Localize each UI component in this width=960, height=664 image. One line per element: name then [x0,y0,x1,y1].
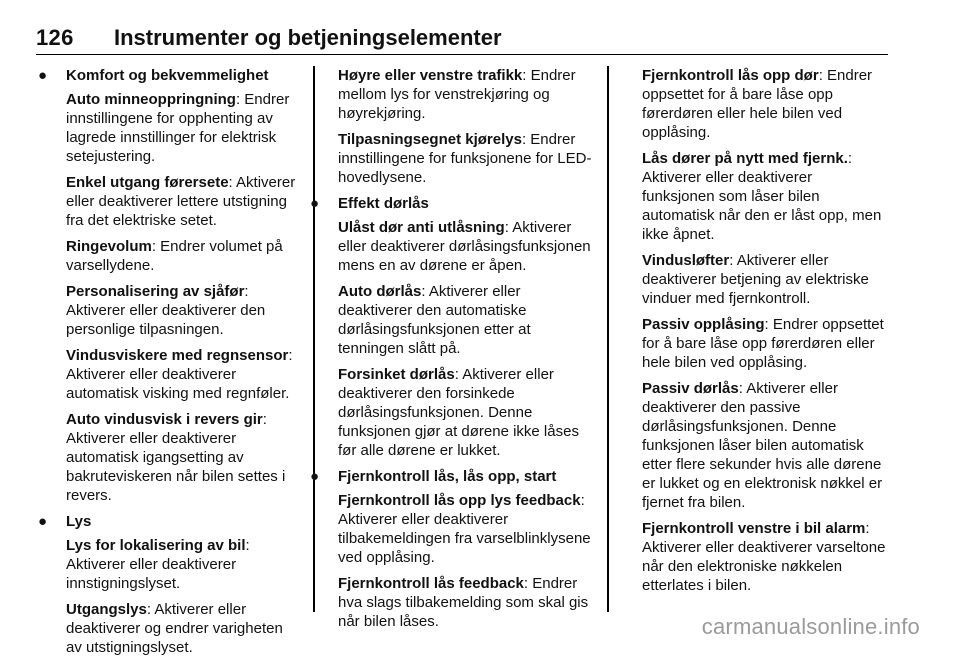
list-item [642,379,888,512]
section-title: Fjernkontroll lås, lås opp, start [338,468,557,485]
item-term: Forsinket dørlås [338,366,455,383]
list-item [642,315,888,372]
item-term: Høyre eller venstre trafikk [338,67,523,84]
item-term: Vindusviskere med regnsensor [66,347,289,364]
item-text: : Endrer hva slags tilbakemelding som skal gis når bilen låses. [338,575,589,630]
item-text: : Aktiverer eller deaktiverer den forsinkede dørlåsingsfunksjonen. Denne funksjonen gjør at dørene ikke låses før alle dørene er lukket. [338,366,579,459]
list-item [66,90,300,166]
item-term: Lys for lokalisering av bil [66,537,246,554]
item-term: Passiv opplåsing [642,316,765,333]
list-item [338,130,594,187]
list-item [66,237,300,275]
item-text: : Endrer oppsettet for å bare låse opp førerdøren eller hele bilen ved opplåsing. [642,316,884,371]
item-term: Tilpasningsegnet kjørelys [338,131,522,148]
list-item [642,251,888,308]
column-1 [38,66,300,664]
list-item [66,410,300,505]
item-term: Fjernkontroll lås opp dør [642,67,819,84]
item-term: Auto vindusvisk i revers gir [66,411,263,428]
column-3 [642,66,888,602]
item-text: : Aktiverer eller deaktiverer varseltone når den elektroniske nøkkelen etterlates i bilen. [642,520,886,594]
item-term: Ulåst dør anti utlåsning [338,219,505,236]
item-text: : Aktiverer eller deaktiverer dørlåsingsfunksjonen mens en av dørene er åpen. [338,219,591,274]
item-text: : Aktiverer eller deaktiverer den personlige tilpasningen. [66,283,266,338]
item-term: Ringevolum [66,238,152,255]
item-term: Personalisering av sjåfør [66,283,245,300]
item-term: Passiv dørlås [642,380,739,397]
item-term: Enkel utgang førersete [66,174,229,191]
item-term: Auto dørlås [338,283,422,300]
list-item [642,66,888,142]
item-term: Fjernkontroll lås feedback [338,575,524,592]
item-text: : Aktiverer eller deaktiverer betjening av elektriske vinduer med fjernkontroll. [642,252,869,307]
bullet-icon: ● [38,513,48,530]
section-fjernkontroll [310,467,594,631]
item-term: Vindusløfter [642,252,730,269]
list-item [642,149,888,244]
item-text: : Endrer mellom lys for venstrekjøring og høyrekjøring. [338,67,576,122]
list-item [338,66,594,123]
bullet-icon: ● [310,195,320,212]
item-text: : Aktiverer eller deaktiverer og endrer varigheten av utstigningslyset. [66,601,283,656]
item-text: : Aktiverer eller deaktiverer innstigningslyset. [66,537,250,592]
section-lys [38,512,300,657]
list-item [66,173,300,230]
item-term: Lås dører på nytt med fjernk. [642,150,848,167]
bullet-icon: ● [38,67,48,84]
item-text: : Aktiverer eller deaktiverer lettere utstigning fra det elektriske setet. [66,174,296,229]
list-item [338,365,594,460]
list-item [338,491,594,567]
item-text: : Aktiverer eller deaktiverer funksjonen som låser bilen automatisk når den er låst opp, men ikke åpnet. [642,150,882,243]
section-title: Lys [66,513,92,530]
item-term: Utgangslys [66,601,147,618]
item-text: : Aktiverer eller deaktiverer tilbakemeldingen fra varselblinklysene ved opplåsing. [338,492,591,566]
column-divider [607,66,609,612]
column-2 [310,66,594,638]
section-title: Komfort og bekvemmelighet [66,67,269,84]
list-item [338,574,594,631]
page-header [36,22,888,55]
item-text: : Endrer innstillingene for funksjonene for LED-hovedlysene. [338,131,592,186]
item-text: : Aktiverer eller deaktiverer automatisk igangsetting av bakruteviskeren når bilen settes i revers. [66,411,286,504]
continued-items [338,66,594,187]
section-komfort [38,66,300,505]
item-text: : Aktiverer eller deaktiverer den automatiske dørlåsingsfunksjonen etter at tenningen slått på. [338,283,531,357]
item-text: : Endrer innstillingene for opphenting av lagrede innstillinger for elektrisk setejustering. [66,91,290,165]
item-term: Fjernkontroll venstre i bil alarm [642,520,866,537]
item-term: Fjernkontroll lås opp lys feedback [338,492,581,509]
list-item [66,346,300,403]
item-text: : Endrer oppsettet for å bare låse opp førerdøren eller hele bilen ved opplåsing. [642,67,873,141]
section-effekt-dorlas [310,194,594,460]
list-item [66,600,300,657]
list-item [642,519,888,595]
list-item [338,218,594,275]
watermark: carmanualsonline.info [701,614,920,639]
list-item [338,282,594,358]
item-term: Auto minneoppringning [66,91,236,108]
item-text: : Aktiverer eller deaktiverer automatisk visking med regnføler. [66,347,293,402]
page-number: 126 [36,25,74,50]
bullet-icon: ● [310,468,320,485]
item-text: : Endrer volumet på varsellydene. [66,238,283,274]
section-title: Effekt dørlås [338,195,429,212]
list-item [66,536,300,593]
item-text: : Aktiverer eller deaktiverer den passive dørlåsingsfunksjonen. Denne funksjonen låser bilen automatisk etter flere sekunder hvis alle dørene er lukket og en elektronisk nøkkel er fjernet fra bilen. [642,380,883,511]
list-item [66,282,300,339]
page-title: Instrumenter og betjeningselementer [114,25,502,50]
